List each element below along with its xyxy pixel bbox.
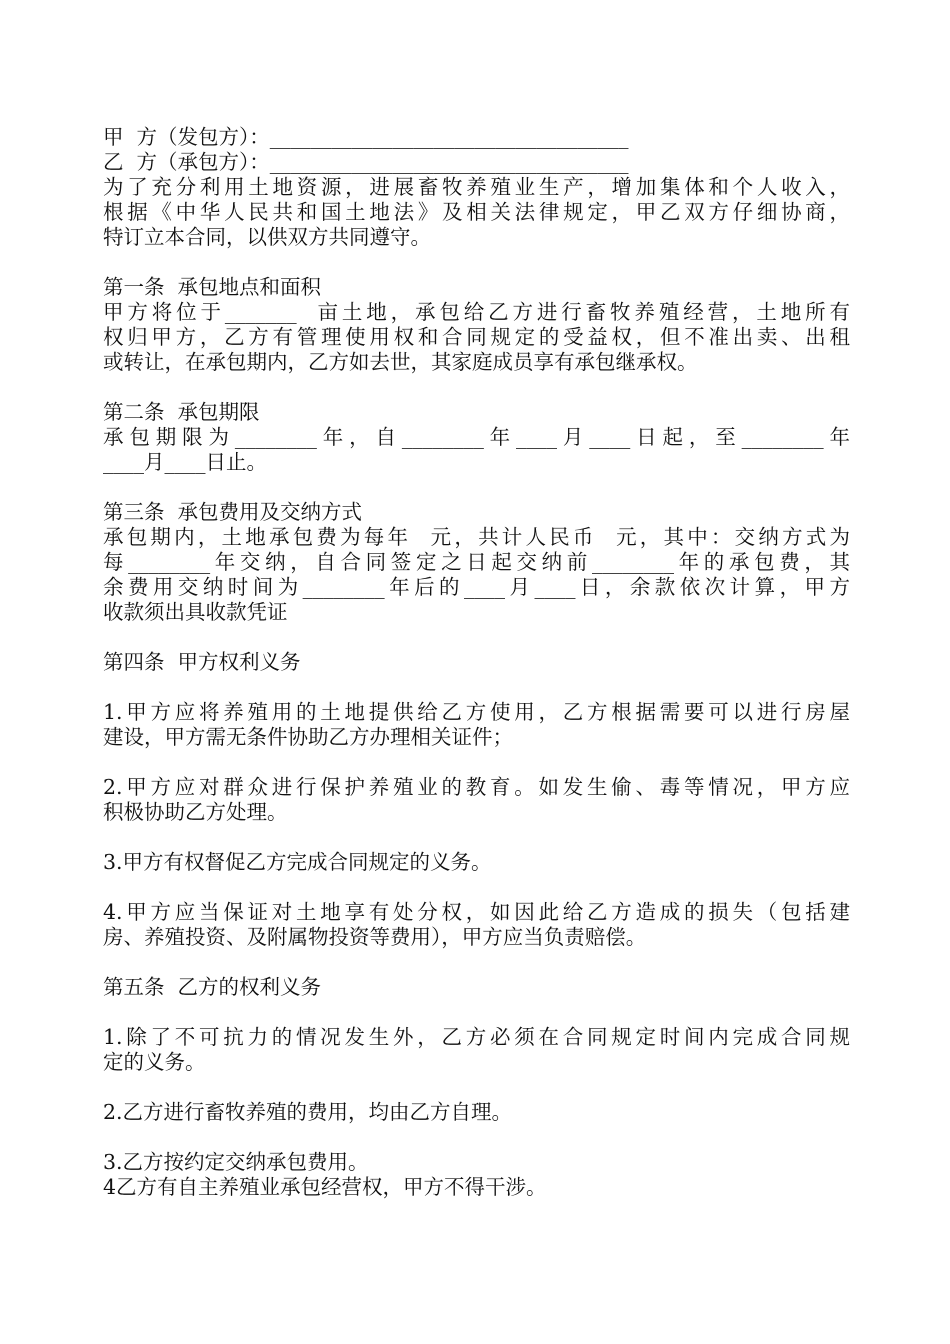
text-line: 2.甲方应对群众进行保护养殖业的教育。如发生偷、毒等情况，甲方应 — [103, 775, 850, 799]
text-line: 建设，甲方需无条件协助乙方办理相关证件； — [103, 725, 513, 749]
contract-body — [103, 125, 850, 1200]
text-line: 特订立本合同，以供双方共同遵守。 — [103, 225, 431, 249]
text-line: 定的义务。 — [103, 1050, 206, 1074]
text-line: 1.除了不可抗力的情况发生外，乙方必须在合同规定时间内完成合同规 — [103, 1025, 850, 1049]
blank-line — [103, 625, 850, 650]
text-line: 每________年交纳，自合同签定之日起交纳前________年的承包费，其 — [103, 550, 850, 574]
text-line: 余费用交纳时间为________年后的____月____日，余款依次计算，甲方 — [103, 575, 850, 599]
text-line: 积极协助乙方处理。 — [103, 800, 288, 824]
text-line: 2.乙方进行畜牧养殖的费用，均由乙方自理。 — [103, 1100, 513, 1124]
text-line: 4.甲方应当保证对土地享有处分权，如因此给乙方造成的损失（包括建 — [103, 900, 850, 924]
text-line: 1.甲方应将养殖用的土地提供给乙方使用，乙方根据需要可以进行房屋 — [103, 700, 850, 724]
blank-line — [103, 1075, 850, 1100]
text-line: 承包期限为________年，自________年____月____日起，至________年 — [103, 425, 850, 449]
text-line: 根据《中华人民共和国土地法》及相关法律规定，甲乙双方仔细协商， — [103, 200, 850, 224]
text-line: 或转让，在承包期内，乙方如去世，其家庭成员享有承包继承权。 — [103, 350, 698, 374]
text-line: 甲方将位于_______ 亩土地，承包给乙方进行畜牧养殖经营，土地所有 — [103, 300, 850, 324]
text-line: 为了充分利用土地资源，进展畜牧养殖业生产，增加集体和个人收入， — [103, 175, 850, 199]
text-line: 3.乙方按约定交纳承包费用。 — [103, 1150, 369, 1174]
blank-line — [103, 675, 850, 700]
blank-line — [103, 375, 850, 400]
blank-line — [103, 825, 850, 850]
blank-line — [103, 950, 850, 975]
blank-line — [103, 875, 850, 900]
text-line: 承包期内，土地承包费为每年 元，共计人民币 元，其中：交纳方式为 — [103, 525, 850, 549]
text-line: 第四条 甲方权利义务 — [103, 650, 301, 674]
text-line: 房、养殖投资、及附属物投资等费用），甲方应当负责赔偿。 — [103, 925, 647, 949]
blank-line — [103, 1000, 850, 1025]
blank-line — [103, 1125, 850, 1150]
text-line: 第五条 乙方的权利义务 — [103, 975, 322, 999]
text-line: 甲 方（发包方）：___________________________________ — [103, 125, 629, 149]
text-line: 收款须出具收款凭证 — [103, 600, 288, 624]
text-line: 权归甲方，乙方有管理使用权和合同规定的受益权，但不准出卖、出租 — [103, 325, 850, 349]
blank-line — [103, 475, 850, 500]
text-line: 乙 方（承包方）：___________________________________ — [103, 150, 629, 174]
text-line: 第三条 承包费用及交纳方式 — [103, 500, 363, 524]
text-line: 第二条 承包期限 — [103, 400, 260, 424]
text-line: 4乙方有自主养殖业承包经营权，甲方不得干涉。 — [103, 1175, 547, 1199]
text-line: 3.甲方有权督促乙方完成合同规定的义务。 — [103, 850, 492, 874]
text-line: ____月____日止。 — [103, 450, 267, 474]
blank-line — [103, 750, 850, 775]
text-line: 第一条 承包地点和面积 — [103, 275, 322, 299]
blank-line — [103, 250, 850, 275]
